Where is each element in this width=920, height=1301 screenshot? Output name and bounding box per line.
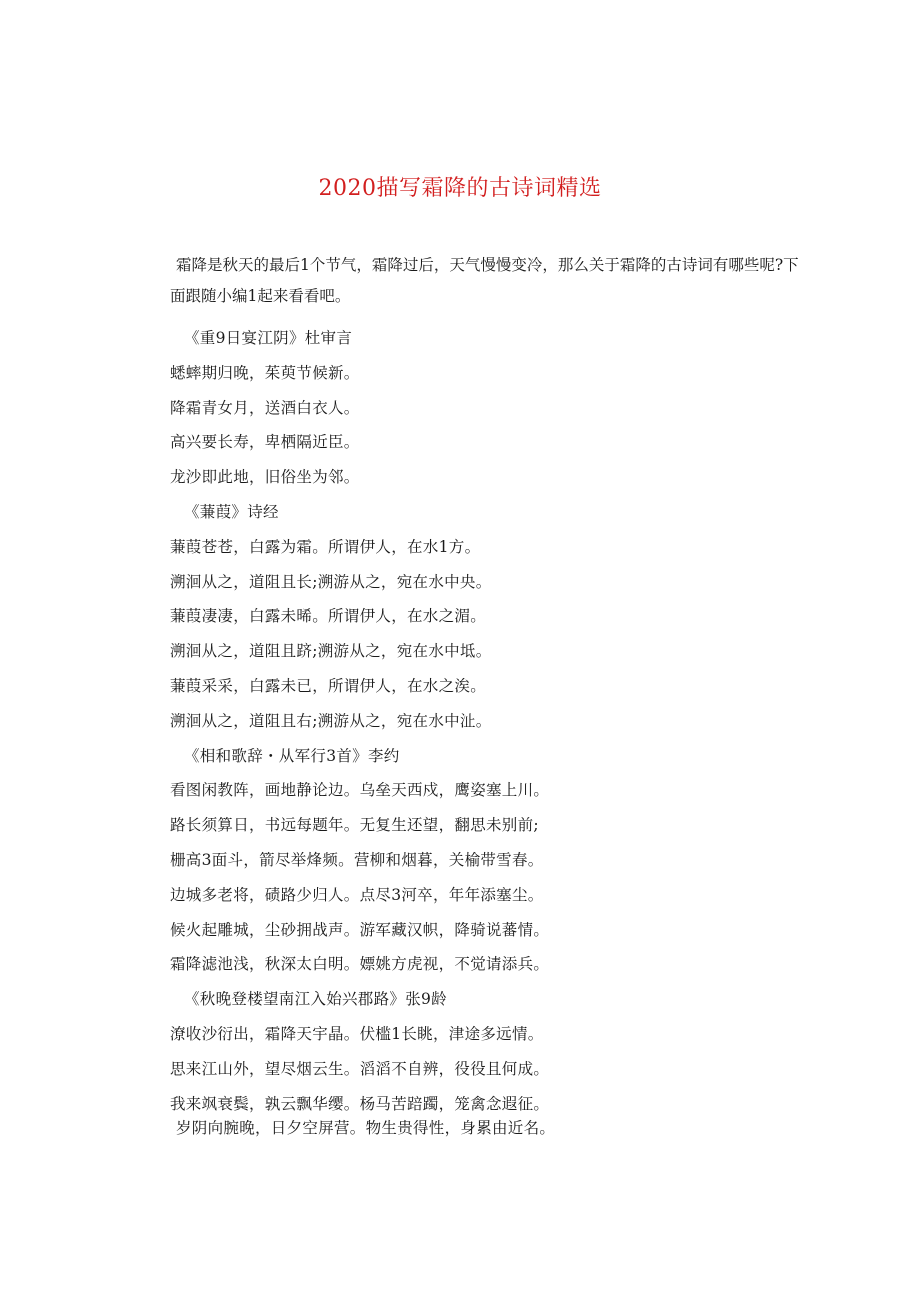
- poem-line: 候火起雕城，尘砂拥战声。游军藏汉帜，降骑说蕃情。: [170, 920, 550, 939]
- poem-line: 看图闲教阵，画地静论边。乌垒天西戍，鹰姿塞上川。: [170, 781, 550, 800]
- poem-line: 边城多老将，碛路少归人。点尽3河卒，年年添塞尘。: [170, 885, 544, 904]
- poem-line: 栅高3面斗，箭尽举烽频。营柳和烟暮，关榆带雪春。: [170, 851, 544, 869]
- poem-heading: 《重9日宴江阴》杜审言: [184, 329, 353, 347]
- poem-line: 我来飒衰鬓，孰云飘华缨。杨马苦踣躅，笼禽念遐征。: [170, 1094, 550, 1113]
- poem-line: 潦收沙衍出，霜降天宇晶。伏槛1长眺，津途多远情。: [170, 1025, 544, 1043]
- poem-line: 龙沙即此地，旧俗坐为邻。: [170, 468, 360, 487]
- poem-line: 降霜青女月，送酒白衣人。: [170, 398, 360, 417]
- poem-line: 蒹葭凄凄，白露未晞。所谓伊人，在水之湄。: [170, 607, 487, 626]
- poem-line: 溯洄从之，道阻且跻;溯游从之，宛在水中坻。: [170, 642, 492, 661]
- poem-line: 思来江山外，望尽烟云生。滔滔不自辨，役役且何成。: [170, 1059, 550, 1078]
- poem-line: 霜降滤池浅，秋深太白明。嫖姚方虎视，不觉请添兵。: [170, 955, 550, 974]
- poem-heading: 《秋晚登楼望南江入始兴郡路》张9龄: [184, 990, 447, 1009]
- poem-line: 蒹葭采采，白露未已，所谓伊人，在水之涘。: [170, 677, 487, 695]
- poem-line: 岁阴向腕晚，日夕空屏营。物生贵得性，身累由近名。: [176, 1119, 556, 1138]
- poem-line: 蟋蟀期归晚，茱萸节候新。: [170, 363, 360, 382]
- poem-line: 蒹葭苍苍，白露为霜。所谓伊人，在水1方。: [170, 537, 481, 556]
- poem-line: 溯洄从之，道阻且长;溯游从之，宛在水中央。: [170, 572, 492, 591]
- intro-paragraph: 霜降是秋天的最后1个节气，霜降过后，天气慢慢变冷，那么关于霜降的古诗词有哪些呢?下面跟随小编1起来看看吧。: [170, 256, 799, 305]
- poem-heading: 《蒹葭》诗经: [184, 503, 279, 521]
- poem-heading: 《相和歌辞・从军行3首》李约: [184, 746, 400, 765]
- poem-line: 溯洄从之，道阻且右;溯游从之，宛在水中沚。: [170, 711, 492, 730]
- page-title: 2020描写霜降的古诗词精选: [318, 176, 602, 201]
- poem-line: 高兴要长寿，卑栖隔近臣。: [170, 433, 360, 452]
- poem-line: 路长须算日，书远每题年。无复生还望，翻思未别前;: [170, 816, 539, 835]
